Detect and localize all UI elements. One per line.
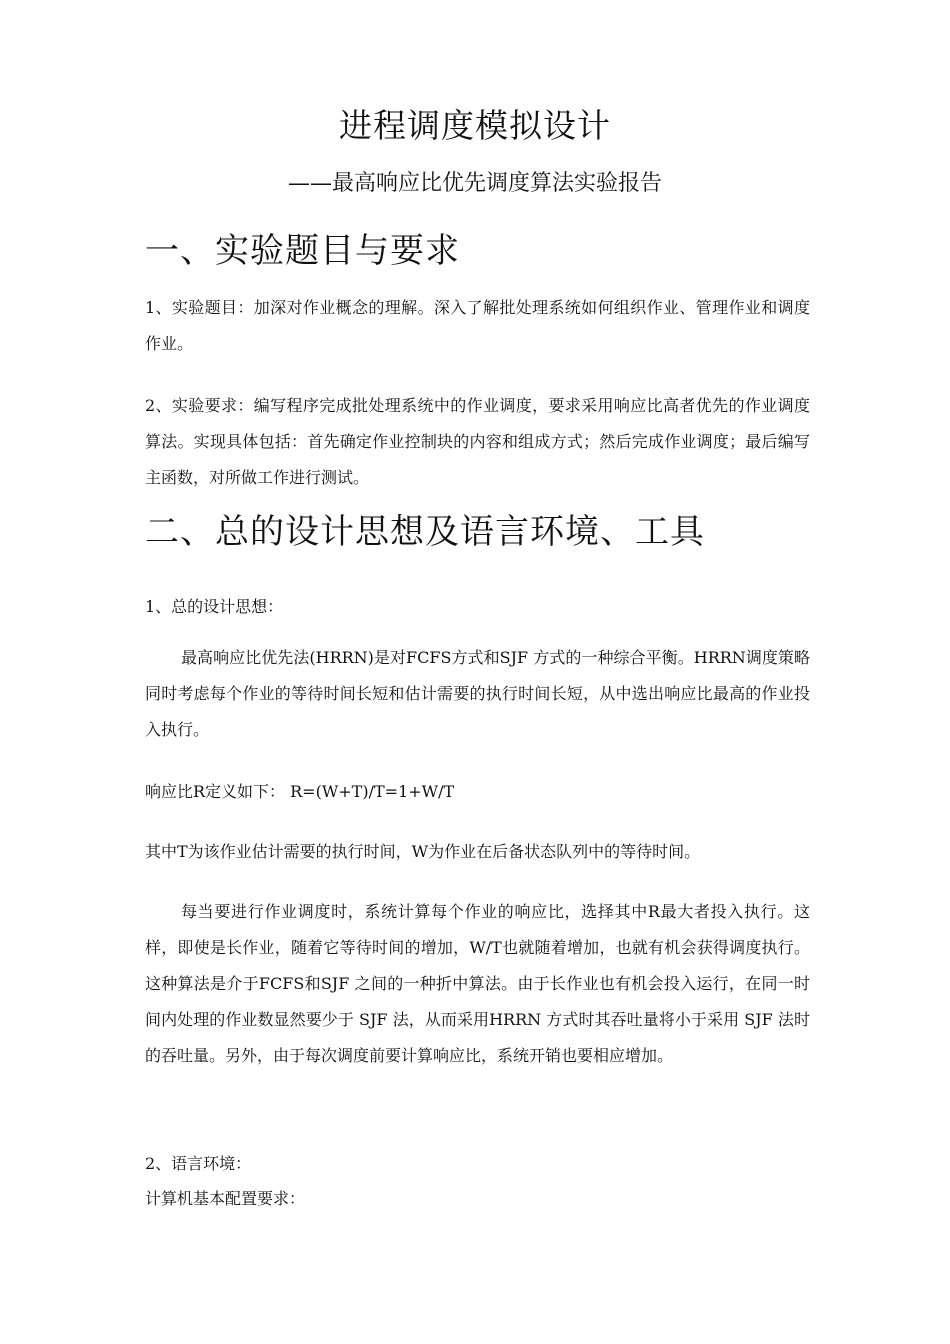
section-heading-design: 二、总的设计思想及语言环境、工具 <box>145 512 705 552</box>
hrrn-intro-paragraph: 最高响应比优先法(HRRN)是对FCFS方式和SJF 方式的一种综合平衡。HRRN调度策略同时考虑每个作业的等待时间长短和估计需要的执行时间长短，从中选出响应比最高的作业投入执行。 <box>145 648 810 739</box>
formula-definition: 其中T为该作业估计需要的执行时间，W为作业在后备状态队列中的等待时间。 <box>145 842 701 861</box>
experiment-topic-paragraph: 1、实验题目：加深对作业概念的理解。深入了解批处理系统如何组织作业、管理作业和调度作业。 <box>145 298 810 353</box>
hrrn-detail-paragraph: 每当要进行作业调度时，系统计算每个作业的响应比，选择其中R最大者投入执行。这样，即使是长作业，随着它等待时间的增加，W/T也就随着增加，也就有机会获得调度执行。这种算法是介于FCFS和SJF 之间的一种折中算法。由于长作业也有机会投入运行，在同一时间内处理的作业数显然要少于 SJF 法，从而采用HRRN 方式时其吞吐量将小于采用 SJF 法时的吞吐量。另外，由于每次调度前要计算响应比，系统开销也要相应增加。 <box>145 902 810 1065</box>
section-heading-requirements: 一、实验题目与要求 <box>145 231 460 271</box>
document-subtitle: ——最高响应比优先调度算法实验报告 <box>287 171 662 196</box>
computer-config-line: 计算机基本配置要求： <box>145 1189 306 1208</box>
document-title: 进程调度模拟设计 <box>339 106 611 145</box>
response-ratio-formula: 响应比R定义如下： R=(W+T)/T=1+W/T <box>145 782 455 801</box>
design-idea-subheading: 1、总的设计思想： <box>145 597 284 616</box>
experiment-requirements-paragraph: 2、实验要求：编写程序完成批处理系统中的作业调度，要求采用响应比高者优先的作业调度算法。实现具体包括：首先确定作业控制块的内容和组成方式；然后完成作业调度；最后编写主函数，对所做工作进行测试。 <box>145 396 810 487</box>
language-env-subheading: 2、语言环境： <box>145 1154 252 1173</box>
